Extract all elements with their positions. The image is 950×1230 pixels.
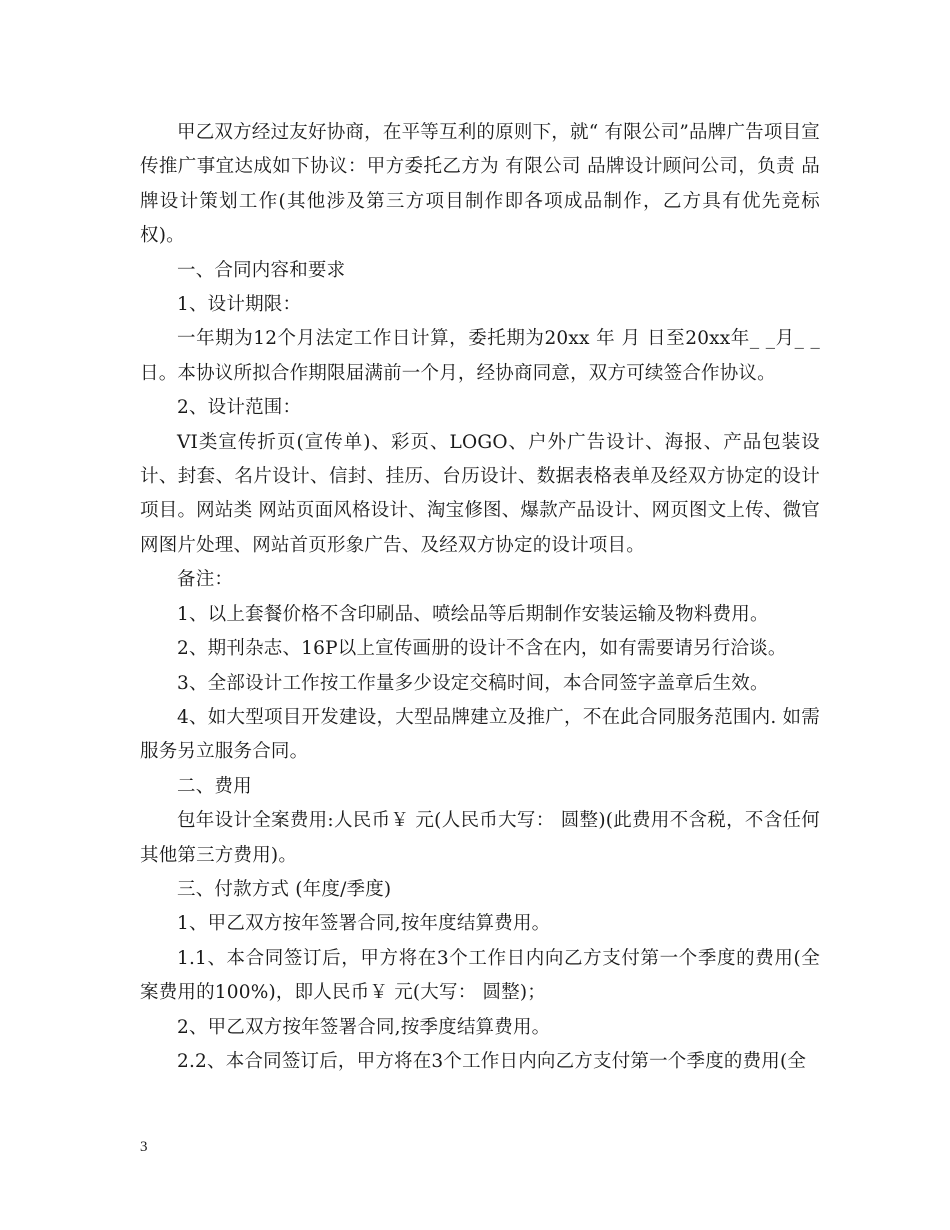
page-number: 3 [140, 1139, 148, 1155]
design-scope-paragraph: VI类宣传折页(宣传单)、彩页、LOGO、户外广告设计、海报、产品包装设计、封套、名片设计、信封、挂历、台历设计、数据表格表单及经双方协定的设计项目。网站类 网站页面风格设计、淘宝修图、爆款产品设计、网页图文上传、微官网图片处理、网站首页形象广告、及经双方协定的设计项目。 [140, 431, 820, 556]
payment-item-1: 1、甲乙双方按年签署合同,按年度结算费用。 [177, 913, 551, 935]
section-heading-fees: 二、费用 [177, 775, 252, 797]
note-item-4: 4、如大型项目开发建设，大型品牌建立及推广，不在此合同服务范围内. 如需服务另立服务合同。 [140, 706, 821, 763]
note-item-1: 1、以上套餐价格不含印刷品、喷绘品等后期制作安装运输及物料费用。 [177, 603, 769, 625]
section-heading-contract-content: 一、合同内容和要求 [177, 259, 346, 281]
notes-heading: 备注： [177, 569, 234, 591]
design-period-paragraph: 一年期为12个月法定工作日计算，委托期为20xx 年 月 日至20xx年_ _月_ _ 日。本协议所拟合作期限届满前一个月，经协商同意，双方可续签合作协议。 [140, 328, 820, 384]
payment-item-1-1: 1.1、本合同签订后，甲方将在3个工作日内向乙方支付第一个季度的费用(全案费用的100%)，即人民币￥ 元(大写： 圆整)； [140, 947, 820, 1004]
note-item-2: 2、期刊杂志、16P以上宣传画册的设计不含在内，如有需要请另行洽谈。 [177, 638, 787, 660]
subheading-design-scope: 2、设计范围： [177, 397, 302, 419]
payment-item-2: 2、甲乙双方按年签署合同,按季度结算费用。 [177, 1016, 551, 1038]
intro-paragraph: 甲乙双方经过友好协商，在平等互利的原则下，就“ 有限公司”品牌广告项目宣传推广事宜达成如下协议：甲方委托乙方为 有限公司 品牌设计顾问公司，负责 品牌设计策划工作(其他涉及第三方项目制作即各项成品制作，乙方具有优先竞标权)。 [140, 122, 820, 247]
fees-paragraph: 包年设计全案费用:人民币￥ 元(人民币大写： 圆整)(此费用不含税，不含任何其他第三方费用)。 [140, 810, 820, 866]
payment-item-2-2: 2.2、本合同签订后，甲方将在3个工作日内向乙方支付第一个季度的费用(全 [177, 1050, 807, 1072]
section-heading-payment: 三、付款方式 (年度/季度) [177, 878, 392, 900]
note-item-3: 3、全部设计工作按工作量多少设定交稿时间，本合同签字盖章后生效。 [177, 672, 769, 694]
subheading-design-period: 1、设计期限： [177, 294, 302, 316]
document-body [140, 116, 820, 1079]
